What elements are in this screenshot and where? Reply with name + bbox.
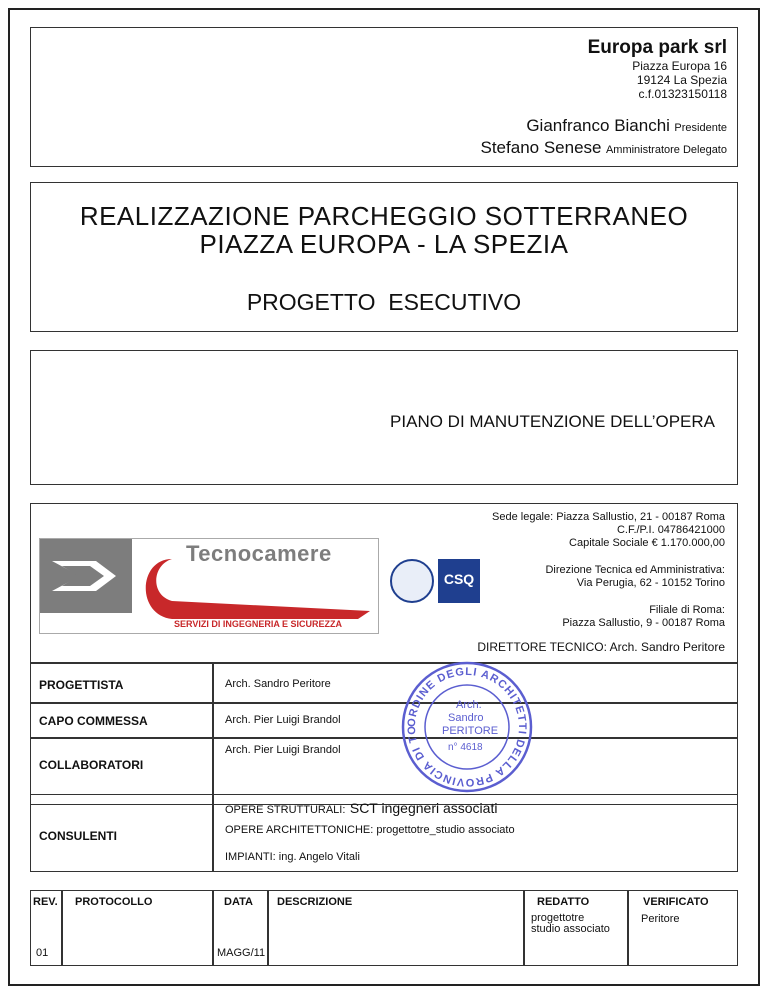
stamp-ring-text: ORDINE DEGLI ARCHITETTI DELLA PROVINCIA DI TO bbox=[405, 665, 529, 789]
stamp-line1: Arch. bbox=[456, 699, 482, 711]
phase-b: ESECUTIVO bbox=[388, 289, 522, 315]
cell-redatto: progettotre studio associato bbox=[531, 912, 610, 935]
firm-direzione-label: Direzione Tecnica ed Amministrativa: bbox=[545, 564, 725, 576]
structural-label: OPERE STRUTTURALI: bbox=[225, 804, 346, 816]
consultant-architectural: OPERE ARCHITETTONICHE: progettotre_studio associato bbox=[225, 824, 515, 836]
stamp-graphic bbox=[398, 658, 536, 796]
president-name: Gianfranco Bianchi bbox=[526, 116, 670, 135]
firm-filiale-address: Piazza Sallustio, 9 - 00187 Roma bbox=[562, 617, 725, 629]
tecnocamere-logo bbox=[39, 538, 379, 634]
firm-box bbox=[30, 503, 738, 805]
firm-capitale: Capitale Sociale € 1.170.000,00 bbox=[569, 537, 725, 549]
company-address2: 19124 La Spezia bbox=[636, 73, 727, 87]
divider bbox=[31, 737, 737, 739]
structural-value: SCT ingegneri associati bbox=[349, 800, 498, 816]
role-value: Arch. Sandro Peritore bbox=[225, 678, 331, 690]
role-label: PROGETTISTA bbox=[39, 678, 124, 692]
phase-a: PROGETTO bbox=[246, 289, 376, 315]
divider bbox=[523, 891, 525, 965]
divider bbox=[212, 891, 214, 965]
role-label: COLLABORATORI bbox=[39, 758, 144, 772]
ceo-name: Stefano Senese bbox=[480, 138, 602, 157]
csq-badge: CSQ bbox=[438, 559, 480, 603]
project-title-line2: PIAZZA EUROPA - LA SPEZIA bbox=[199, 229, 569, 259]
stamp-line4: n° 4618 bbox=[448, 742, 483, 753]
divider bbox=[212, 662, 214, 805]
logo-tagline: SERVIZI DI INGEGNERIA E SICUREZZA bbox=[174, 619, 343, 629]
revisions-table bbox=[30, 890, 738, 966]
col-header-verificato: VERIFICATO bbox=[643, 896, 709, 908]
firm-info bbox=[492, 511, 725, 630]
role-value: Arch. Pier Luigi Brandol bbox=[225, 744, 341, 756]
stamp-line3: PERITORE bbox=[442, 725, 499, 737]
cell-data: MAGG/11 bbox=[217, 947, 266, 959]
divider bbox=[212, 795, 214, 871]
divider bbox=[61, 891, 63, 965]
stamp-line2: Sandro bbox=[448, 712, 484, 724]
company-header bbox=[30, 27, 738, 167]
divider bbox=[267, 891, 269, 965]
consultants-box bbox=[30, 794, 738, 872]
cell-verificato: Peritore bbox=[641, 913, 680, 925]
divider bbox=[31, 702, 737, 704]
project-phase bbox=[31, 289, 737, 316]
firm-sede: Sede legale: Piazza Sallustio, 21 - 00187 Roma bbox=[492, 511, 725, 523]
project-title-box bbox=[30, 182, 738, 332]
firm-filiale-label: Filiale di Roma: bbox=[649, 604, 725, 616]
col-header-descrizione: DESCRIZIONE bbox=[277, 896, 353, 908]
certification-logos bbox=[390, 559, 482, 605]
company-address1: Piazza Europa 16 bbox=[632, 59, 727, 73]
logo-name: Tecnocamere bbox=[186, 541, 332, 566]
consultants-label: CONSULENTI bbox=[39, 829, 117, 843]
role-label: CAPO COMMESSA bbox=[39, 714, 148, 728]
cell-rev: 01 bbox=[36, 947, 49, 959]
firm-direzione-address: Via Perugia, 62 - 10152 Torino bbox=[576, 577, 725, 589]
consultant-systems: IMPIANTI: ing. Angelo Vitali bbox=[225, 851, 360, 863]
company-cf: c.f.01323150118 bbox=[638, 87, 727, 101]
president bbox=[526, 116, 727, 136]
consultant-structural bbox=[225, 800, 497, 818]
divider bbox=[31, 662, 737, 664]
divider bbox=[627, 891, 629, 965]
col-header-rev: REV. bbox=[33, 896, 58, 908]
document-title-box bbox=[30, 350, 738, 485]
president-role: Presidente bbox=[674, 122, 727, 134]
project-title-line1: REALIZZAZIONE PARCHEGGIO SOTTERRANEO bbox=[79, 201, 689, 231]
col-header-data: DATA bbox=[224, 896, 253, 908]
document-title: PIANO DI MANUTENZIONE DELL’OPERA bbox=[390, 412, 715, 431]
col-header-redatto: REDATTO bbox=[537, 896, 590, 908]
architect-stamp bbox=[398, 658, 536, 796]
technical-director: DIRETTORE TECNICO: Arch. Sandro Peritore bbox=[477, 640, 725, 654]
col-header-protocollo: PROTOCOLLO bbox=[75, 896, 153, 908]
role-value: Arch. Pier Luigi Brandol bbox=[225, 714, 341, 726]
ceo bbox=[481, 138, 728, 158]
iqnet-icon bbox=[390, 559, 434, 603]
company-name: Europa park srl bbox=[587, 37, 727, 58]
ceo-role: Amministratore Delegato bbox=[605, 144, 727, 156]
firm-cfpi: C.F./P.I. 04786421000 bbox=[616, 524, 725, 536]
